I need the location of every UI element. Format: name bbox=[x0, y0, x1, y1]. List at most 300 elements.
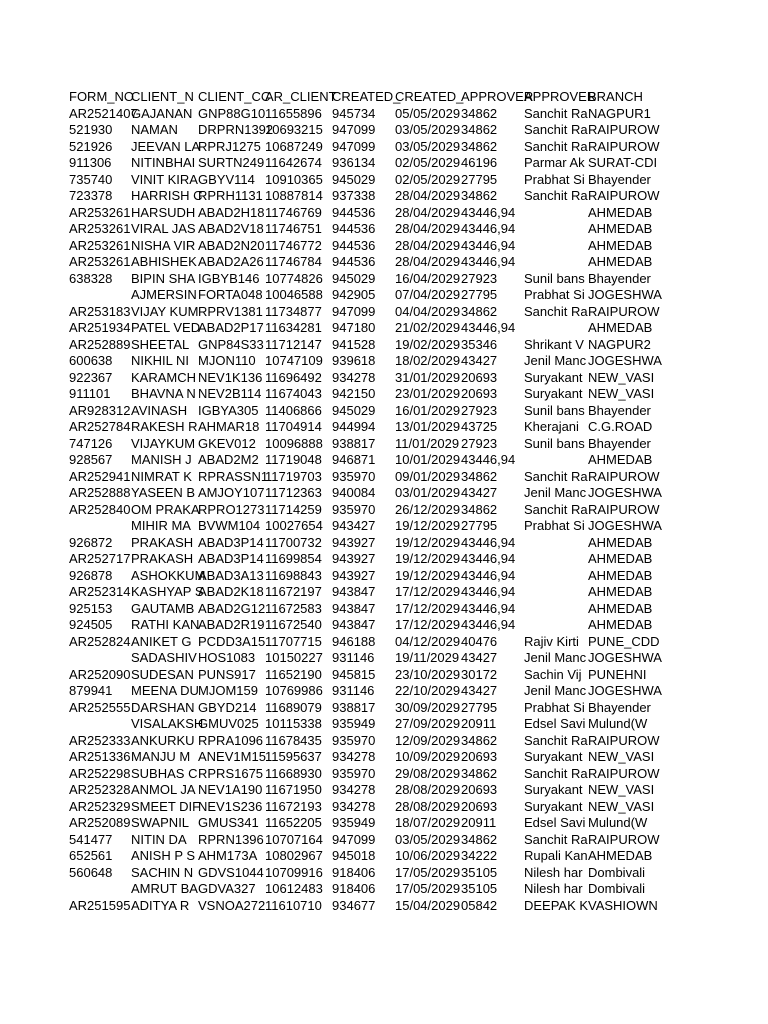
table-cell[interactable]: 935949 bbox=[332, 815, 376, 830]
table-cell[interactable]: 30/09/2029 bbox=[395, 699, 461, 715]
table-cell[interactable]: Bhayender bbox=[588, 699, 651, 715]
table-cell[interactable]: 02/05/2029 bbox=[395, 155, 461, 170]
table-cell[interactable]: 10027654 bbox=[265, 518, 323, 533]
table-cell[interactable]: 28/04/2029 bbox=[395, 237, 461, 253]
table-cell[interactable]: AMRUT BA bbox=[131, 881, 198, 896]
table-cell[interactable] bbox=[69, 716, 131, 733]
table-cell[interactable]: 541477 bbox=[69, 831, 113, 847]
table-cell[interactable]: NIKHIL NI bbox=[131, 353, 190, 368]
table-cell[interactable]: Nilesh har bbox=[524, 881, 583, 896]
table-cell[interactable]: 11406866 bbox=[265, 402, 322, 418]
table-cell[interactable]: 34862 bbox=[461, 188, 498, 203]
table-cell[interactable]: Sanchit Ra bbox=[524, 765, 588, 781]
table-cell[interactable]: 11672193 bbox=[265, 798, 322, 814]
table-cell[interactable]: 43427 bbox=[461, 485, 498, 500]
table-cell[interactable]: JOGESHWA bbox=[588, 683, 662, 698]
table-cell[interactable]: 10612483 bbox=[265, 881, 323, 896]
table-cell[interactable]: ABAD3A13 bbox=[198, 567, 264, 583]
table-cell[interactable] bbox=[524, 551, 588, 568]
table-cell[interactable]: 17/12/2029 bbox=[395, 600, 461, 616]
table-cell[interactable]: RAIPUROW bbox=[588, 831, 660, 847]
table-cell[interactable]: 23/10/2029 bbox=[395, 666, 461, 682]
table-cell[interactable]: 28/04/2029 bbox=[395, 204, 461, 220]
header-cell[interactable]: CREATED_ bbox=[332, 89, 401, 104]
table-cell[interactable]: AR252090 bbox=[69, 666, 131, 682]
table-cell[interactable]: NEW_VASI bbox=[588, 386, 655, 401]
table-cell[interactable]: 934278 bbox=[332, 369, 376, 385]
table-cell[interactable]: 945734 bbox=[332, 105, 376, 121]
table-cell[interactable]: AR251336 bbox=[69, 749, 131, 764]
table-cell[interactable]: PRAKASH bbox=[131, 551, 194, 566]
table-cell[interactable]: 937338 bbox=[332, 188, 376, 203]
table-cell[interactable]: 28/04/2029 bbox=[395, 221, 461, 236]
table-cell[interactable]: Sunil bans bbox=[524, 402, 585, 418]
table-cell[interactable]: Sunil bans bbox=[524, 435, 585, 451]
table-cell[interactable]: NEW_VASI bbox=[588, 798, 655, 814]
table-cell[interactable]: 11/01/2029 bbox=[395, 435, 460, 451]
table-cell[interactable]: 43446,94 bbox=[461, 320, 516, 335]
table-cell[interactable]: Rupali Kan bbox=[524, 848, 588, 863]
table-cell[interactable]: 34862 bbox=[461, 765, 498, 781]
table-cell[interactable]: HARSUDH bbox=[131, 204, 196, 220]
table-cell[interactable]: ABAD3P14 bbox=[198, 534, 264, 550]
table-cell[interactable]: 43446,94 bbox=[461, 551, 516, 566]
table-cell[interactable]: RATHI KAN bbox=[131, 617, 200, 632]
table-cell[interactable] bbox=[69, 518, 131, 535]
table-cell[interactable]: 943927 bbox=[332, 551, 376, 566]
table-cell[interactable]: 34862 bbox=[461, 831, 498, 847]
table-cell[interactable]: 16/04/2029 bbox=[395, 270, 461, 286]
table-cell[interactable]: NEW_VASI bbox=[588, 782, 655, 797]
table-cell[interactable]: AMJOY107 bbox=[198, 485, 265, 500]
table-cell[interactable]: ANIKET G bbox=[131, 633, 192, 649]
table-cell[interactable]: MJOM159 bbox=[198, 683, 258, 698]
table-cell[interactable]: ANMOL JA bbox=[131, 782, 196, 797]
table-cell[interactable]: Sanchit Ra bbox=[524, 468, 588, 484]
table-cell[interactable]: NEV1K136 bbox=[198, 369, 263, 385]
table-cell[interactable]: 521926 bbox=[69, 138, 113, 154]
table-cell[interactable]: 20693 bbox=[461, 798, 498, 814]
table-cell[interactable]: KARAMCH bbox=[131, 369, 197, 385]
table-cell[interactable]: AHMEDAB bbox=[588, 237, 653, 253]
table-cell[interactable]: AR928312 bbox=[69, 402, 131, 418]
table-cell[interactable]: Shrikant V bbox=[524, 336, 584, 352]
table-cell[interactable]: 10910365 bbox=[265, 171, 323, 187]
table-cell[interactable]: ABAD2N20 bbox=[198, 237, 265, 253]
table-cell[interactable]: 638328 bbox=[69, 270, 113, 286]
table-cell[interactable]: MJON110 bbox=[198, 353, 256, 368]
table-cell[interactable]: 11746751 bbox=[265, 221, 322, 236]
table-cell[interactable]: AR252089 bbox=[69, 815, 131, 830]
table-cell[interactable]: GAJANAN bbox=[131, 105, 193, 121]
table-cell[interactable]: AR252888 bbox=[69, 485, 131, 500]
table-cell[interactable]: AHMEDAB bbox=[588, 600, 653, 616]
table-cell[interactable]: Jenil Manc bbox=[524, 650, 587, 665]
table-cell[interactable]: 11696492 bbox=[265, 369, 322, 385]
table-cell[interactable]: PCDD3A15 bbox=[198, 633, 266, 649]
table-cell[interactable]: 931146 bbox=[332, 650, 375, 665]
table-cell[interactable]: AHMEDAB bbox=[588, 204, 653, 220]
table-cell[interactable]: 925153 bbox=[69, 600, 113, 616]
table-cell[interactable]: 943927 bbox=[332, 534, 376, 550]
table-cell[interactable]: AHMEDAB bbox=[588, 452, 653, 467]
table-cell[interactable]: Parmar Ak bbox=[524, 155, 585, 170]
table-cell[interactable]: SACHIN N bbox=[131, 864, 194, 880]
table-cell[interactable]: PUNE_CDD bbox=[588, 633, 660, 649]
table-cell[interactable]: 11700732 bbox=[265, 534, 322, 550]
table-cell[interactable] bbox=[69, 881, 131, 898]
table-cell[interactable]: 10802967 bbox=[265, 848, 323, 863]
table-cell[interactable]: SURTN249 bbox=[198, 155, 265, 170]
table-cell[interactable]: MANJU M bbox=[131, 749, 191, 764]
table-cell[interactable]: Suryakant bbox=[524, 798, 583, 814]
table-cell[interactable]: 911306 bbox=[69, 155, 112, 170]
table-cell[interactable]: Edsel Savi bbox=[524, 815, 586, 830]
table-cell[interactable]: SHEETAL bbox=[131, 336, 190, 352]
table-cell[interactable]: Sanchit Ra bbox=[524, 303, 588, 319]
table-cell[interactable]: 943847 bbox=[332, 617, 376, 632]
table-cell[interactable]: 946871 bbox=[332, 452, 376, 467]
table-cell[interactable]: 10096888 bbox=[265, 435, 323, 451]
table-cell[interactable]: VIRAL JAS bbox=[131, 221, 196, 236]
table-cell[interactable]: RAIPUROW bbox=[588, 122, 660, 137]
table-cell[interactable] bbox=[524, 221, 588, 238]
table-cell[interactable]: 945029 bbox=[332, 402, 376, 418]
table-cell[interactable]: 43446,94 bbox=[461, 452, 516, 467]
table-cell[interactable]: RAIPUROW bbox=[588, 765, 660, 781]
table-cell[interactable]: VSNOA272 bbox=[198, 897, 266, 913]
header-cell[interactable]: CREATED_ bbox=[395, 89, 464, 104]
table-cell[interactable]: 11672197 bbox=[265, 584, 322, 599]
table-cell[interactable]: SMEET DIF bbox=[131, 798, 201, 814]
table-cell[interactable]: GKEV012 bbox=[198, 435, 256, 451]
table-cell[interactable]: 11689079 bbox=[265, 699, 322, 715]
table-cell[interactable]: 28/04/2029 bbox=[395, 188, 461, 203]
table-cell[interactable]: AR251934 bbox=[69, 320, 131, 335]
table-cell[interactable]: 11719048 bbox=[265, 452, 322, 467]
table-cell[interactable]: 28/04/2029 bbox=[395, 254, 461, 269]
table-cell[interactable]: RPRN1396 bbox=[198, 831, 264, 847]
table-cell[interactable]: Prabhat Si bbox=[524, 287, 585, 302]
table-cell[interactable]: 43446,94 bbox=[461, 584, 516, 599]
table-cell[interactable]: DEEPAK K bbox=[524, 897, 589, 913]
table-cell[interactable]: ABAD3P14 bbox=[198, 551, 264, 566]
table-cell[interactable]: 934278 bbox=[332, 749, 376, 764]
table-cell[interactable]: 652561 bbox=[69, 848, 113, 863]
table-cell[interactable]: 43446,94 bbox=[461, 617, 516, 632]
table-cell[interactable]: 723378 bbox=[69, 188, 113, 203]
table-cell[interactable]: AVINASH bbox=[131, 402, 188, 418]
table-cell[interactable]: 46196 bbox=[461, 155, 498, 170]
table-cell[interactable]: 935970 bbox=[332, 732, 376, 748]
table-cell[interactable]: ABAD2V18 bbox=[198, 221, 264, 236]
table-cell[interactable]: HOS1083 bbox=[198, 650, 256, 665]
table-cell[interactable]: 43446,94 bbox=[461, 254, 516, 269]
table-cell[interactable]: 10046588 bbox=[265, 287, 323, 302]
table-cell[interactable]: Sanchit Ra bbox=[524, 188, 588, 203]
table-cell[interactable]: Nilesh har bbox=[524, 864, 583, 880]
table-cell[interactable]: 945018 bbox=[332, 848, 376, 863]
table-cell[interactable]: 10/06/2029 bbox=[395, 848, 461, 863]
table-cell[interactable]: 918406 bbox=[332, 881, 376, 896]
table-cell[interactable] bbox=[524, 320, 588, 337]
table-cell[interactable]: RPRH1131 bbox=[198, 188, 263, 203]
table-cell[interactable]: AR252314 bbox=[69, 584, 131, 599]
table-cell[interactable]: 943427 bbox=[332, 518, 376, 533]
table-cell[interactable]: AHM173A bbox=[198, 848, 258, 863]
table-cell[interactable]: AHMEDAB bbox=[588, 534, 653, 550]
table-cell[interactable]: VIJAYKUM bbox=[131, 435, 196, 451]
table-cell[interactable]: 16/01/2029 bbox=[395, 402, 461, 418]
table-cell[interactable]: 03/05/2029 bbox=[395, 122, 461, 137]
table-cell[interactable]: 34862 bbox=[461, 138, 498, 154]
table-cell[interactable]: 11672540 bbox=[265, 617, 322, 632]
table-cell[interactable]: SADASHIV bbox=[131, 650, 197, 665]
table-cell[interactable]: 944536 bbox=[332, 237, 376, 253]
table-cell[interactable]: SURAT-CDI bbox=[588, 155, 658, 170]
table-cell[interactable]: 879941 bbox=[69, 683, 113, 698]
table-cell[interactable]: 926878 bbox=[69, 567, 113, 583]
table-cell[interactable]: 27923 bbox=[461, 435, 498, 451]
table-cell[interactable]: 10/01/2029 bbox=[395, 452, 461, 467]
table-cell[interactable]: SUDESAN bbox=[131, 666, 194, 682]
table-cell[interactable]: Bhayender bbox=[588, 171, 651, 187]
table-cell[interactable]: 11734877 bbox=[265, 303, 322, 319]
table-cell[interactable]: Dombivali bbox=[588, 864, 646, 880]
table-cell[interactable]: 28/08/2029 bbox=[395, 782, 461, 797]
table-cell[interactable]: 43446,94 bbox=[461, 221, 516, 236]
table-cell[interactable]: 43725 bbox=[461, 419, 498, 434]
table-cell[interactable]: ABAD2P17 bbox=[198, 320, 264, 335]
table-cell[interactable]: Jenil Manc bbox=[524, 485, 587, 500]
table-cell[interactable]: 947099 bbox=[332, 831, 376, 847]
table-cell[interactable]: AR253183 bbox=[69, 303, 131, 319]
table-cell[interactable]: RAKESH R bbox=[131, 419, 198, 434]
header-cell[interactable]: FORM_NO bbox=[69, 89, 134, 104]
table-cell[interactable]: ABAD2G12 bbox=[198, 600, 266, 616]
table-cell[interactable]: 03/05/2029 bbox=[395, 831, 461, 847]
table-cell[interactable]: 10887814 bbox=[265, 188, 323, 203]
table-cell[interactable]: BIPIN SHA bbox=[131, 270, 196, 286]
table-cell[interactable]: ABHISHEK bbox=[131, 254, 197, 269]
table-cell[interactable]: 945029 bbox=[332, 270, 376, 286]
table-cell[interactable]: NAGPUR2 bbox=[588, 336, 651, 352]
table-cell[interactable]: AR252329 bbox=[69, 798, 131, 814]
table-cell[interactable] bbox=[524, 452, 588, 469]
table-cell[interactable]: 938817 bbox=[332, 699, 376, 715]
table-cell[interactable]: VIJAY KUM bbox=[131, 303, 199, 319]
table-cell[interactable]: IGBYA305 bbox=[198, 402, 259, 418]
table-cell[interactable]: AR253261 bbox=[69, 254, 131, 269]
table-cell[interactable]: SWAPNIL bbox=[131, 815, 190, 830]
table-cell[interactable]: 11652190 bbox=[265, 666, 322, 682]
table-cell[interactable]: 10150227 bbox=[265, 650, 323, 665]
table-cell[interactable]: GNP88G10 bbox=[198, 105, 266, 121]
table-cell[interactable]: 10774826 bbox=[265, 270, 323, 286]
table-cell[interactable]: Bhayender bbox=[588, 435, 651, 451]
table-cell[interactable]: RAIPUROW bbox=[588, 138, 660, 154]
table-cell[interactable]: 03/01/2029 bbox=[395, 485, 461, 500]
table-cell[interactable]: 931146 bbox=[332, 683, 375, 698]
table-cell[interactable]: VISALAKSH bbox=[131, 716, 204, 731]
table-cell[interactable]: 34222 bbox=[461, 848, 498, 863]
table-cell[interactable]: 34862 bbox=[461, 732, 498, 748]
table-cell[interactable]: 20693 bbox=[461, 369, 498, 385]
table-cell[interactable]: 04/04/2029 bbox=[395, 303, 461, 319]
table-cell[interactable]: 34862 bbox=[461, 105, 498, 121]
table-cell[interactable]: 13/01/2029 bbox=[395, 419, 461, 434]
table-cell[interactable]: 04/12/2029 bbox=[395, 633, 461, 649]
table-cell[interactable]: 27795 bbox=[461, 287, 498, 302]
table-cell[interactable]: 600638 bbox=[69, 353, 113, 368]
table-cell[interactable]: Suryakant bbox=[524, 386, 583, 401]
table-cell[interactable]: 43446,94 bbox=[461, 204, 516, 220]
table-cell[interactable]: OM PRAKA bbox=[131, 501, 200, 517]
table-cell[interactable]: ASHOKKUM bbox=[131, 567, 206, 583]
header-cell[interactable]: BRANCH bbox=[588, 89, 643, 104]
table-cell[interactable]: 944994 bbox=[332, 419, 376, 434]
table-cell[interactable]: 19/12/2029 bbox=[395, 534, 461, 550]
table-cell[interactable]: 19/11/2029 bbox=[395, 650, 460, 665]
table-cell[interactable]: Sanchit Ra bbox=[524, 105, 588, 121]
table-cell[interactable]: MANISH J bbox=[131, 452, 192, 467]
table-cell[interactable]: Suryakant bbox=[524, 749, 583, 764]
table-cell[interactable]: 35105 bbox=[461, 881, 498, 896]
table-cell[interactable]: 942150 bbox=[332, 386, 376, 401]
table-cell[interactable]: 911101 bbox=[69, 386, 111, 401]
table-cell[interactable]: 17/05/2029 bbox=[395, 864, 461, 880]
table-cell[interactable]: 942905 bbox=[332, 287, 376, 302]
table-cell[interactable]: RAIPUROW bbox=[588, 501, 660, 517]
table-cell[interactable]: 22/10/2029 bbox=[395, 683, 461, 698]
table-cell[interactable]: 947099 bbox=[332, 303, 376, 319]
table-cell[interactable]: GNP84S33 bbox=[198, 336, 264, 352]
table-cell[interactable]: 941528 bbox=[332, 336, 376, 352]
table-cell[interactable]: 918406 bbox=[332, 864, 376, 880]
table-cell[interactable]: AHMEDAB bbox=[588, 221, 653, 236]
table-cell[interactable]: KASHYAP S bbox=[131, 584, 204, 599]
table-cell[interactable]: Kherajani bbox=[524, 419, 579, 434]
table-cell[interactable]: AR251595 bbox=[69, 897, 131, 913]
table-cell[interactable]: AR252889 bbox=[69, 336, 131, 352]
table-cell[interactable]: Jenil Manc bbox=[524, 683, 587, 698]
table-cell[interactable]: DRPRN1392 bbox=[198, 122, 274, 137]
table-cell[interactable]: JOGESHWA bbox=[588, 518, 662, 533]
header-cell[interactable]: CLIENT_CC bbox=[198, 89, 271, 104]
table-cell[interactable]: NAMAN bbox=[131, 122, 178, 137]
table-cell[interactable]: JOGESHWA bbox=[588, 485, 662, 500]
table-cell[interactable]: Sanchit Ra bbox=[524, 501, 588, 517]
table-cell[interactable]: 18/07/2029 bbox=[395, 815, 461, 830]
table-cell[interactable]: ABAD2H18 bbox=[198, 204, 265, 220]
table-cell[interactable]: PRAKASH bbox=[131, 534, 194, 550]
table-cell[interactable]: 735740 bbox=[69, 171, 113, 187]
table-cell[interactable]: 19/12/2029 bbox=[395, 551, 461, 566]
table-cell[interactable]: 27923 bbox=[461, 402, 498, 418]
table-cell[interactable]: RPRO1273 bbox=[198, 501, 265, 517]
table-cell[interactable]: AR252328 bbox=[69, 782, 131, 797]
table-cell[interactable]: Bhayender bbox=[588, 270, 651, 286]
table-cell[interactable]: VINIT KIRA bbox=[131, 171, 198, 187]
table-cell[interactable]: Sunil bans bbox=[524, 270, 585, 286]
table-cell[interactable]: 27795 bbox=[461, 699, 498, 715]
table-cell[interactable]: NITINBHAI bbox=[131, 155, 196, 170]
table-cell[interactable]: RPRA1096 bbox=[198, 732, 264, 748]
table-cell[interactable]: 11668930 bbox=[265, 765, 322, 781]
table-cell[interactable]: SUBHAS C bbox=[131, 765, 198, 781]
table-cell[interactable]: 12/09/2029 bbox=[395, 732, 461, 748]
table-cell[interactable]: NEW_VASI bbox=[588, 369, 655, 385]
table-cell[interactable]: AHMEDAB bbox=[588, 551, 653, 566]
table-cell[interactable]: 947180 bbox=[332, 320, 376, 335]
table-cell[interactable]: 934677 bbox=[332, 897, 376, 913]
table-cell[interactable]: GDVS1044 bbox=[198, 864, 264, 880]
table-cell[interactable]: JEEVAN LA bbox=[131, 138, 201, 154]
table-cell[interactable]: 40476 bbox=[461, 633, 498, 649]
table-cell[interactable]: AHMEDAB bbox=[588, 584, 653, 599]
table-cell[interactable]: 15/04/2029 bbox=[395, 897, 461, 913]
table-cell[interactable]: 23/01/2029 bbox=[395, 386, 461, 401]
table-cell[interactable]: BVWM104 bbox=[198, 518, 261, 533]
table-cell[interactable]: 945029 bbox=[332, 171, 376, 187]
table-cell[interactable]: JOGESHWA bbox=[588, 650, 662, 665]
table-cell[interactable]: 43427 bbox=[461, 683, 498, 698]
table-cell[interactable]: Prabhat Si bbox=[524, 699, 585, 715]
table-cell[interactable]: Sanchit Ra bbox=[524, 138, 588, 154]
table-cell[interactable]: 11712147 bbox=[265, 336, 322, 352]
table-cell[interactable]: RAIPUROW bbox=[588, 188, 660, 203]
table-cell[interactable]: 21/02/2029 bbox=[395, 320, 461, 335]
table-cell[interactable]: 27795 bbox=[461, 171, 498, 187]
table-cell[interactable]: 947099 bbox=[332, 138, 376, 154]
table-cell[interactable]: 10747109 bbox=[265, 353, 323, 368]
table-cell[interactable]: 944536 bbox=[332, 221, 376, 236]
table-cell[interactable]: 943927 bbox=[332, 567, 376, 583]
table-cell[interactable] bbox=[524, 584, 588, 601]
table-cell[interactable]: GBYD214 bbox=[198, 699, 257, 715]
table-cell[interactable]: 28/08/2029 bbox=[395, 798, 461, 814]
table-cell[interactable]: 11678435 bbox=[265, 732, 322, 748]
table-cell[interactable]: Jenil Manc bbox=[524, 353, 587, 368]
table-cell[interactable]: Mulund(W bbox=[588, 716, 648, 731]
table-cell[interactable]: 934278 bbox=[332, 798, 376, 814]
table-cell[interactable]: 10709916 bbox=[265, 864, 323, 880]
table-cell[interactable]: Sachin Vij bbox=[524, 666, 582, 682]
table-cell[interactable]: 20911 bbox=[461, 716, 497, 731]
table-cell[interactable]: ABAD2K18 bbox=[198, 584, 264, 599]
table-cell[interactable]: 10/09/2029 bbox=[395, 749, 461, 764]
table-cell[interactable]: NITIN DA bbox=[131, 831, 187, 847]
table-cell[interactable]: 10693215 bbox=[265, 122, 323, 137]
table-cell[interactable]: 926872 bbox=[69, 534, 113, 550]
table-cell[interactable]: 30172 bbox=[461, 666, 498, 682]
table-cell[interactable]: 20911 bbox=[461, 815, 497, 830]
table-cell[interactable]: 940084 bbox=[332, 485, 376, 500]
table-cell[interactable]: 946188 bbox=[332, 633, 376, 649]
table-cell[interactable]: AHMEDAB bbox=[588, 320, 653, 335]
table-cell[interactable]: 11642674 bbox=[265, 155, 322, 170]
table-cell[interactable]: AR252784 bbox=[69, 419, 131, 434]
table-cell[interactable]: 27923 bbox=[461, 270, 498, 286]
table-cell[interactable]: 11746769 bbox=[265, 204, 322, 220]
table-cell[interactable]: 03/05/2029 bbox=[395, 138, 461, 154]
table-cell[interactable]: AR252840 bbox=[69, 501, 131, 517]
table-cell[interactable]: ANKURKU bbox=[131, 732, 195, 748]
table-cell[interactable]: AR252333 bbox=[69, 732, 131, 748]
table-cell[interactable] bbox=[524, 617, 588, 634]
table-cell[interactable]: Prabhat Si bbox=[524, 518, 585, 533]
table-cell[interactable]: AR252555 bbox=[69, 699, 131, 715]
